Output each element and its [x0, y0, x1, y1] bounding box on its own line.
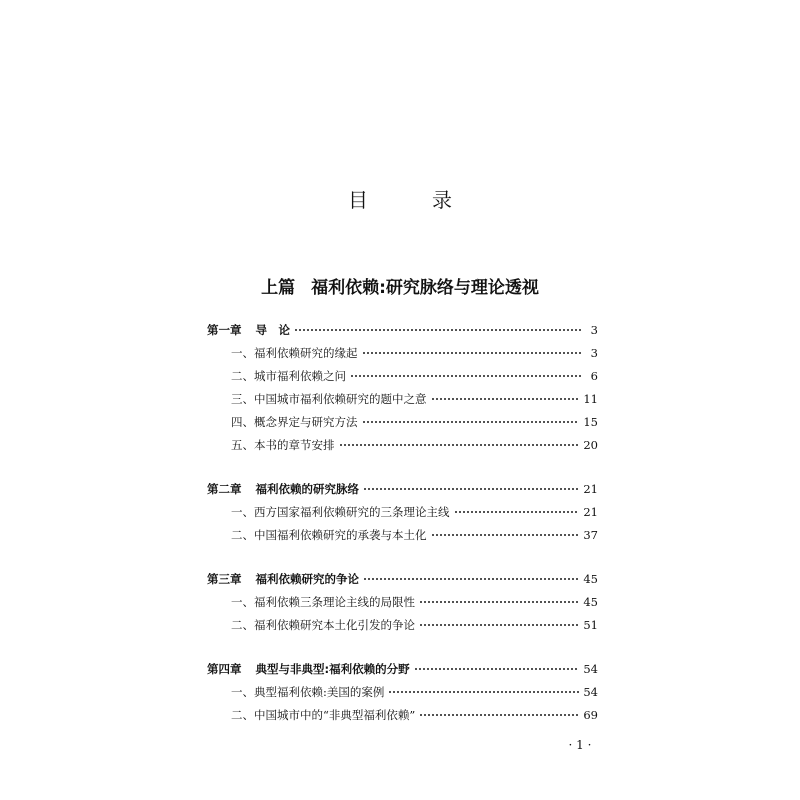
dot-leader [362, 352, 583, 354]
toc-section[interactable] [207, 410, 598, 433]
section-title: 一、西方国家福利依赖研究的三条理论主线 [231, 504, 450, 519]
section-title: 五、本书的章节安排 [231, 437, 335, 452]
page-number: 45 [583, 571, 598, 586]
table-of-contents [207, 318, 598, 726]
toc-section[interactable] [207, 387, 598, 410]
chapter-title: 福利依赖研究的争论 [255, 571, 359, 586]
toc-section[interactable] [207, 680, 598, 703]
chapter-spacer [207, 546, 598, 567]
dot-leader [362, 421, 580, 423]
toc-section[interactable] [207, 523, 598, 546]
chapter-label: 第一章 [207, 322, 242, 337]
page-number: 69 [583, 707, 598, 722]
part-label: 上篇 [261, 278, 296, 298]
page-number: 37 [583, 527, 598, 542]
chapter-spacer [207, 636, 598, 657]
dot-leader [363, 488, 579, 490]
part-title [0, 273, 800, 298]
toc-chapter-1[interactable] [207, 318, 598, 341]
dot-leader [350, 375, 582, 377]
dot-leader [363, 578, 579, 580]
page-number: 51 [583, 617, 598, 632]
dot-leader [454, 511, 580, 513]
section-title: 二、中国城市中的“非典型福利依赖” [231, 707, 416, 722]
dot-leader [294, 329, 582, 331]
dot-leader [419, 714, 579, 716]
toc-section[interactable] [207, 500, 598, 523]
chapter-title: 典型与非典型:福利依赖的分野 [255, 661, 410, 676]
dot-leader [388, 691, 579, 693]
chapter-label: 第四章 [207, 661, 242, 676]
chapter-title: 福利依赖的研究脉络 [255, 481, 359, 496]
section-title: 二、城市福利依赖之问 [231, 368, 346, 383]
section-title: 一、典型福利依赖:美国的案例 [231, 684, 385, 699]
dot-leader [431, 534, 580, 536]
toc-chapter-2[interactable] [207, 477, 598, 500]
section-title: 二、福利依赖研究本土化引发的争论 [231, 617, 415, 632]
page-number: 21 [583, 481, 598, 496]
chapter-label: 第三章 [207, 571, 242, 586]
toc-section[interactable] [207, 703, 598, 726]
toc-chapter-3[interactable] [207, 567, 598, 590]
chapter-spacer [207, 456, 598, 477]
page-number: 11 [583, 391, 598, 406]
dot-leader [339, 444, 580, 446]
dot-leader [414, 668, 580, 670]
toc-section[interactable] [207, 613, 598, 636]
dot-leader [419, 624, 579, 626]
page-number: 54 [583, 661, 598, 676]
page-number: 3 [590, 322, 598, 337]
toc-section[interactable] [207, 590, 598, 613]
page-number: 3 [590, 345, 598, 360]
section-title: 二、中国福利依赖研究的承袭与本土化 [231, 527, 427, 542]
section-title: 一、福利依赖研究的缘起 [231, 345, 358, 360]
page-number: 20 [583, 437, 598, 452]
chapter-label: 第二章 [207, 481, 242, 496]
page-number: 21 [583, 504, 598, 519]
page-number: 45 [583, 594, 598, 609]
section-title: 三、中国城市福利依赖研究的题中之意 [231, 391, 427, 406]
page-number: 6 [590, 368, 598, 383]
toc-section[interactable] [207, 433, 598, 456]
page-number: 54 [583, 684, 598, 699]
section-title: 四、概念界定与研究方法 [231, 414, 358, 429]
toc-chapter-4[interactable] [207, 657, 598, 680]
dot-leader [419, 601, 579, 603]
chapter-title: 导 论 [255, 322, 290, 337]
toc-section[interactable] [207, 341, 598, 364]
page-title: 目 录 [348, 188, 474, 212]
toc-section[interactable] [207, 364, 598, 387]
dot-leader [431, 398, 580, 400]
page-folio: · 1 · [568, 738, 592, 752]
part-heading: 福利依赖:研究脉络与理论透视 [311, 278, 539, 298]
section-title: 一、福利依赖三条理论主线的局限性 [231, 594, 415, 609]
page-number: 15 [583, 414, 598, 429]
